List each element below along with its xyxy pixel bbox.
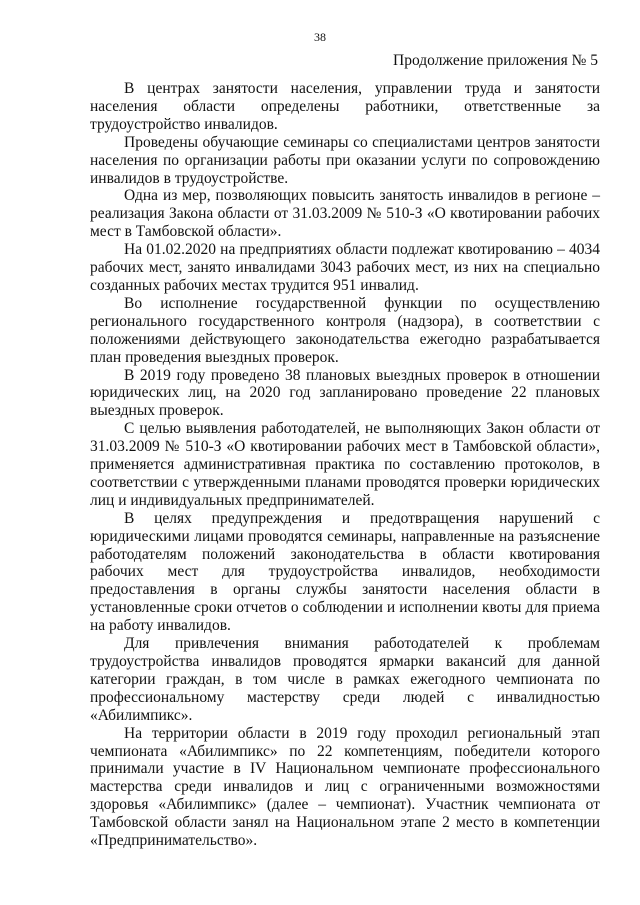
paragraph-inspections: В 2019 году проведено 38 плановых выездных проверок в отношении юридических лиц, на 2020 год запланировано проведение 22 плановых выездных проверок.	[90, 366, 600, 420]
paragraph-abilympics: На территории области в 2019 году проходил региональный этап чемпионата «Абилимпикс» по 22 компетенциям, победители которого принимали участие в IV Национальном чемпионате профессионального мастерства среди инвалидов и лиц с ограниченными возможностями здоровья «Абилимпикс» (далее – чемпионат). Участник чемпионата от Тамбовской области занял на Национальном этапе 2 место в компетенции «Предпринимательство».	[90, 724, 600, 850]
paragraph-prevention-seminars: В целях предупреждения и предотвращения нарушений с юридическими лицами проводятся семинары, направленные на разъяснение работодателям положений законодательства в области квотирования рабочих мест для трудоустройства инвалидов, необходимости предоставления в органы службы занятости населения области в установленные сроки отчетов о соблюдении и исполнении квоты для приема на работу инвалидов.	[90, 509, 600, 635]
paragraph-state-control: Во исполнение государственной функции по осуществлению регионального государственного контроля (надзора), в соответствии с положениями действующего законодательства ежегодно разрабатывается план проведения выездных проверок.	[90, 294, 600, 366]
paragraph-job-fairs: Для привлечения внимания работодателей к проблемам трудоустройства инвалидов проводятся ярмарки вакансий для данной категории граждан, в том числе в рамках ежегодного чемпионата по профессиональному мастерству среди людей с инвалидностью «Абилимпикс».	[90, 635, 600, 724]
appendix-header: Продолжение приложения № 5	[393, 52, 598, 69]
paragraph-employment-centers: В центрах занятости населения, управлении труда и занятости населения области определены работники, ответственные за трудоустройство инвалидов.	[90, 80, 600, 133]
paragraph-violations: С целью выявления работодателей, не выполняющих Закон области от 31.03.2009 № 510-З «О квотировании рабочих мест в Тамбовской области», применяется административная практика по составлению протоколов, в соответствии с утвержденными планами проводятся проверки юридических лиц и индивидуальных предпринимателей.	[90, 420, 600, 509]
paragraph-training-seminars: Проведены обучающие семинары со специалистами центров занятости населения по организации работы при оказании услуги по сопровождению инвалидов в трудоустройстве.	[90, 133, 600, 187]
paragraph-quota-statistics: На 01.02.2020 на предприятиях области подлежат квотированию – 4034 рабочих мест, занято инвалидами 3043 рабочих мест, из них на специально созданных рабочих местах трудится 951 инвалид.	[90, 241, 600, 294]
body-text	[90, 80, 600, 850]
page-number: 38	[314, 30, 326, 44]
paragraph-quota-law: Одна из мер, позволяющих повысить занятость инвалидов в регионе – реализация Закона области от 31.03.2009 № 510-З «О квотировании рабочих мест в Тамбовской области».	[90, 187, 600, 241]
